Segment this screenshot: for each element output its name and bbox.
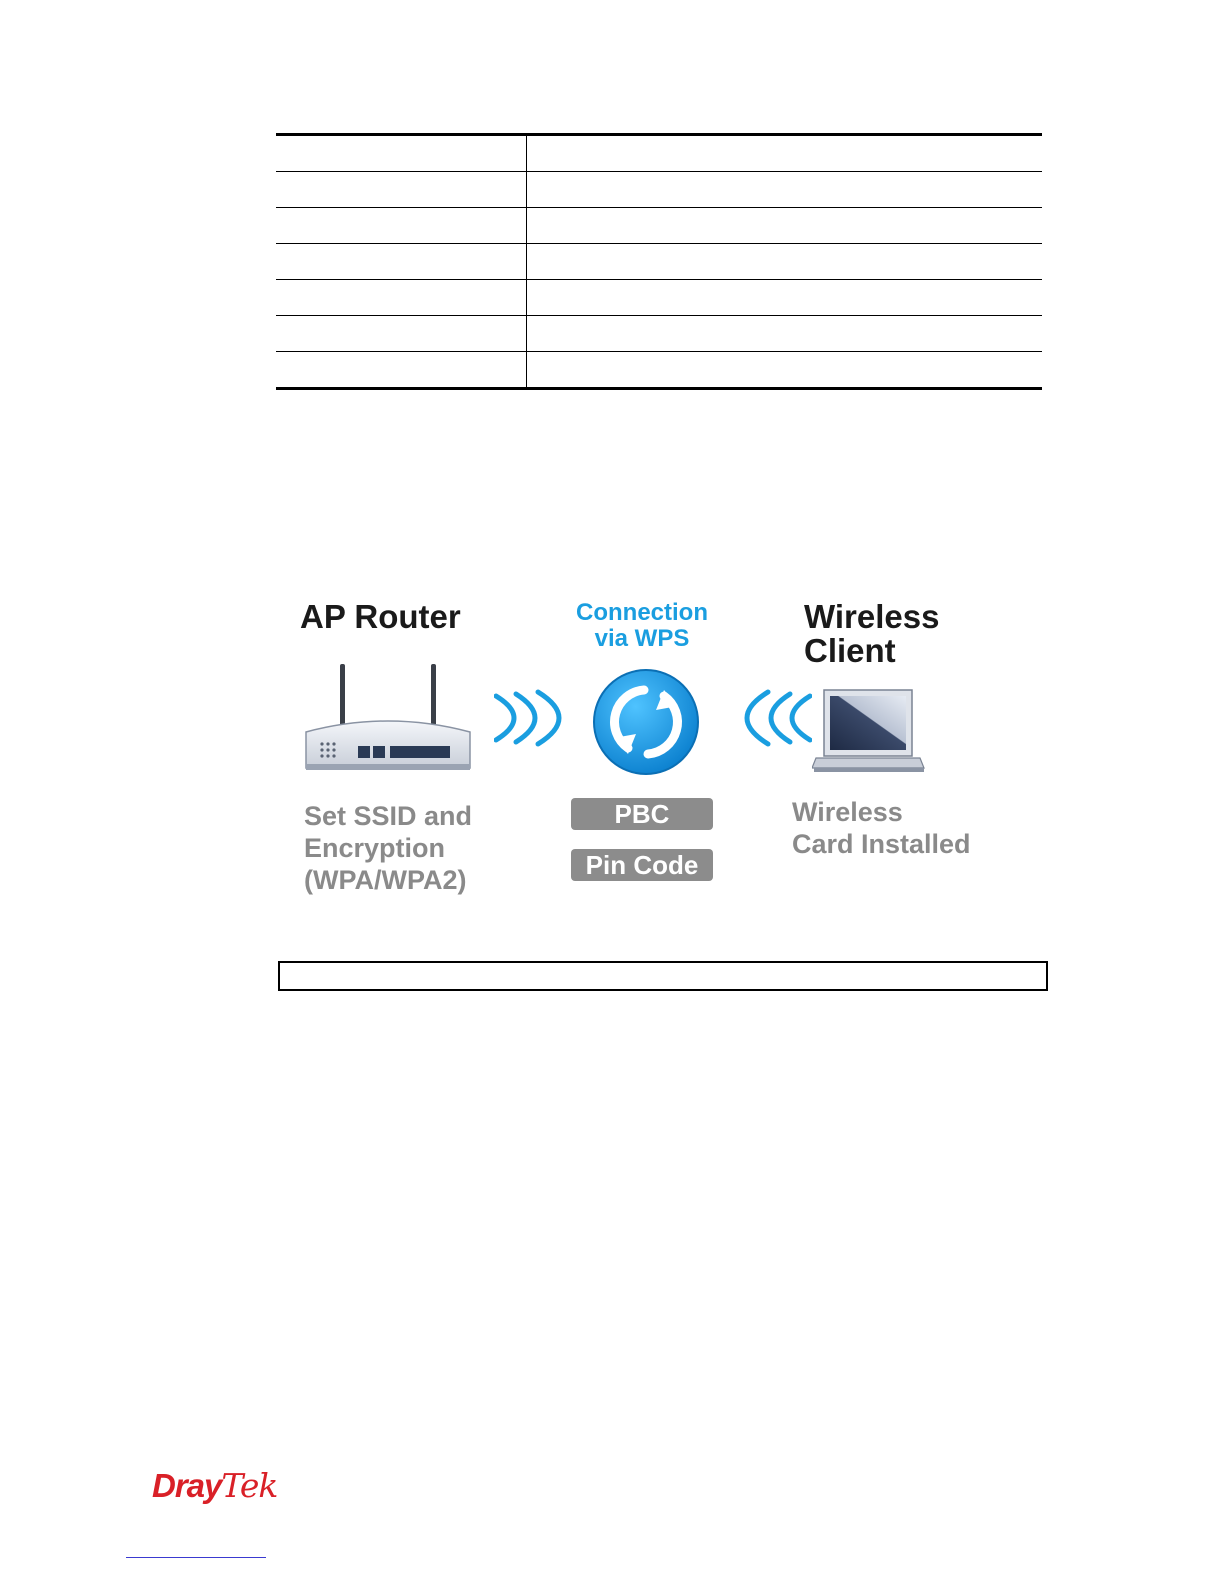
ap-router-desc-line: Set SSID and	[304, 801, 473, 831]
table-row	[276, 172, 1042, 208]
wireless-client-desc-line: Wireless	[792, 797, 903, 827]
ap-router-desc-line: Encryption	[304, 833, 446, 863]
table-cell	[276, 135, 527, 172]
caption-box	[278, 961, 1048, 991]
table-row	[276, 316, 1042, 352]
ap-router-title: AP Router	[300, 598, 461, 635]
table-cell	[276, 280, 527, 316]
logo-text-dray: Dray	[152, 1467, 222, 1504]
table-row	[276, 244, 1042, 280]
table-cell	[276, 172, 527, 208]
table-row	[276, 352, 1042, 389]
table-cell	[527, 352, 1043, 389]
table-cell	[276, 316, 527, 352]
connection-title-line: Connection	[576, 599, 708, 626]
table-row	[276, 208, 1042, 244]
wireless-client-title-line: Client	[804, 632, 896, 669]
table-cell	[527, 208, 1043, 244]
wps-diagram	[282, 570, 1042, 940]
logo-text-tek: Tek	[221, 1466, 278, 1505]
connection-title-line: via WPS	[594, 625, 690, 652]
table-row	[276, 135, 1042, 172]
table-cell	[527, 172, 1043, 208]
table-cell	[276, 244, 527, 280]
table-row	[276, 280, 1042, 316]
method-pin-code-label: Pin Code	[571, 849, 713, 881]
draytek-logo	[152, 1466, 277, 1505]
laptop-icon	[812, 688, 928, 774]
empty-table	[276, 133, 1042, 390]
table-cell	[527, 316, 1043, 352]
method-pbc-label: PBC	[571, 798, 713, 830]
table-cell	[527, 244, 1043, 280]
footer-line	[126, 1557, 266, 1558]
table-cell	[527, 280, 1043, 316]
ap-router-desc-line: (WPA/WPA2)	[304, 865, 467, 895]
wps-icon	[592, 668, 700, 776]
table-cell	[276, 208, 527, 244]
signal-waves-left-icon	[722, 688, 812, 748]
signal-waves-right-icon	[494, 688, 584, 748]
wireless-client-desc-line: Card Installed	[792, 829, 971, 859]
wireless-client-title-line: Wireless	[804, 598, 940, 635]
table-cell	[527, 135, 1043, 172]
router-icon	[300, 660, 475, 775]
table-cell	[276, 352, 527, 389]
